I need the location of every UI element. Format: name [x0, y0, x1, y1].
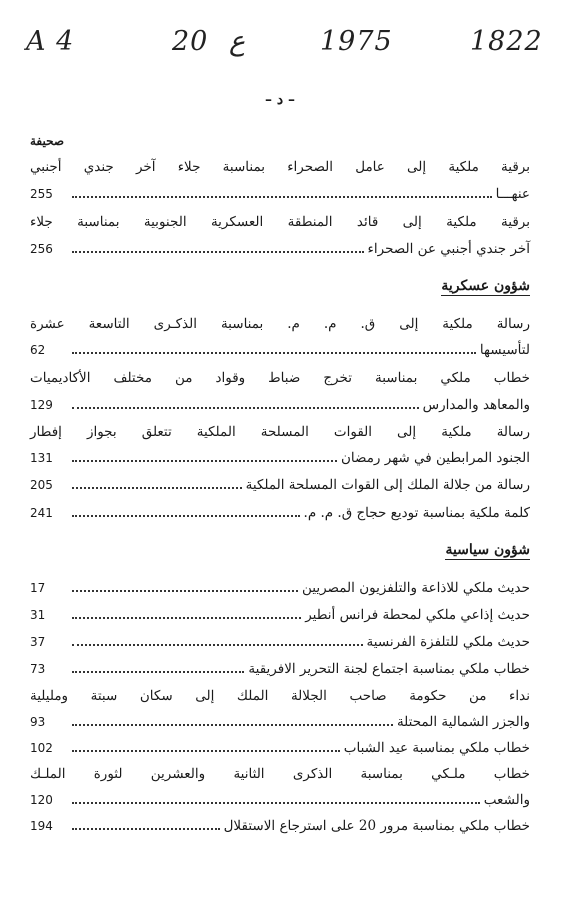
leader-dots	[72, 748, 340, 752]
toc-line	[30, 658, 530, 680]
toc-line	[30, 502, 530, 524]
leader-dots	[72, 458, 337, 462]
toc-line	[30, 156, 530, 178]
toc-page-number: 93	[30, 715, 46, 729]
toc-page-number: 129	[30, 398, 53, 412]
toc-page-number: 194	[30, 819, 53, 833]
toc-entry-text: نداء من حكومة صاحب الجلالة الملك إلى سكان سبتة ومليلية	[30, 688, 530, 704]
toc-line	[30, 367, 530, 389]
archive-code: A 4	[26, 26, 75, 57]
leader-dots	[72, 249, 364, 253]
toc-line	[30, 815, 530, 837]
page-column-label: صحيفة	[30, 134, 65, 148]
toc-line	[30, 339, 530, 361]
date-year: 1975	[320, 26, 393, 57]
toc-page-number: 31	[30, 608, 46, 622]
toc-line	[30, 685, 530, 707]
date-day: 20	[172, 26, 209, 57]
toc-page-number: 102	[30, 741, 53, 755]
toc-page-number: 255	[30, 187, 53, 201]
toc-entry-text: والمعاهد والمدارس	[422, 397, 530, 413]
toc-line	[30, 737, 530, 759]
toc-line	[30, 447, 530, 469]
toc-entry-text: برقية ملكية إلى عامل الصحراء بمناسبة جلاء آخر جندي أجنبي	[30, 159, 530, 175]
toc-entry-text: خطاب ملكي بمناسبة اجتماع لجنة التحرير الافريقية	[248, 661, 530, 677]
toc-line	[30, 604, 530, 626]
toc-entry-text: خطاب ملكي بمناسبة عيد الشباب	[343, 740, 530, 756]
toc-entry-text: كلمة ملكية بمناسبة توديع حجاج ق. م. م.	[303, 505, 530, 521]
toc-entry-text: آخر جندي أجنبي عن الصحراء	[367, 241, 530, 257]
toc-entry-text: خطاب ملكي بمناسبة تخرج ضباط وقواد من مختلف الأكاديميات	[30, 370, 530, 386]
leader-dots	[72, 588, 298, 592]
toc-entry-text: الجنود المرابطين في شهر رمضان	[340, 450, 530, 466]
date-month: ع	[229, 26, 246, 57]
leader-dots	[72, 350, 476, 354]
toc-page-number: 131	[30, 451, 53, 465]
toc-page-number: 37	[30, 635, 46, 649]
toc-page-number: 62	[30, 343, 46, 357]
toc-line	[30, 421, 530, 443]
leader-dots	[72, 405, 419, 409]
toc-entry-text: حديث ملكي للاذاعة والتلفزيون المصريين	[301, 580, 530, 596]
leader-dots	[72, 826, 220, 830]
toc-entry-text: رسالة ملكية إلى القوات المسلحة الملكية تتعلق بجواز إفطار	[30, 424, 530, 440]
toc-entry-text: والجزر الشمالية المحتلة	[396, 714, 530, 730]
toc-line	[30, 763, 530, 785]
leader-dots	[72, 800, 480, 804]
toc-line	[30, 238, 530, 260]
toc-page-number: 17	[30, 581, 46, 595]
toc-line	[30, 394, 530, 416]
toc-line	[30, 474, 530, 496]
toc-entry-text: رسالة ملكية إلى ق. م. م. بمناسبة الذكـرى التاسعة عشرة	[30, 316, 530, 332]
leader-dots	[72, 615, 301, 619]
toc-line	[30, 711, 530, 733]
toc-page-number: 241	[30, 506, 53, 520]
leader-dots	[72, 669, 244, 673]
reference-number: 1822	[470, 26, 543, 57]
toc-page-number: 120	[30, 793, 53, 807]
toc-entry-text: حديث ملكي للتلفزة الفرنسية	[366, 634, 530, 650]
leader-dots	[72, 194, 492, 198]
toc-line	[30, 631, 530, 653]
toc-line	[30, 789, 530, 811]
toc-entry-text: عنهـــا	[495, 186, 530, 202]
toc-entry-text: رسالة من جلالة الملك إلى القوات المسلحة الملكية	[245, 477, 530, 493]
toc-line	[30, 577, 530, 599]
toc-line	[30, 183, 530, 205]
toc-page-number: 256	[30, 242, 53, 256]
leader-dots	[72, 513, 300, 517]
leader-dots	[72, 485, 242, 489]
page-marker: – د –	[265, 92, 295, 108]
leader-dots	[72, 642, 363, 646]
toc-entry-text: والشعب	[483, 792, 530, 808]
section-title-military: شؤون عسكرية	[441, 278, 530, 294]
toc-line	[30, 313, 530, 335]
toc-entry-text: خطاب ملـكي بمناسبة الذكرى الثانية والعشرين لثورة الملـك	[30, 766, 530, 782]
toc-entry-text: لتأسيسها	[479, 342, 530, 358]
section-title-political: شؤون سياسية	[445, 542, 530, 558]
toc-entry-text: حديث إذاعي ملكي لمحطة فرانس أنطير	[305, 607, 530, 623]
toc-page-number: 73	[30, 662, 46, 676]
toc-page-number: 205	[30, 478, 53, 492]
toc-entry-text: برقية ملكية إلى قائد المنطقة العسكرية الجنوبية بمناسبة جلاء	[30, 214, 530, 230]
leader-dots	[72, 722, 393, 726]
toc-entry-text: خطاب ملكي بمناسبة مرور 20 على استرجاع الاستقلال	[223, 818, 530, 834]
toc-line	[30, 211, 530, 233]
